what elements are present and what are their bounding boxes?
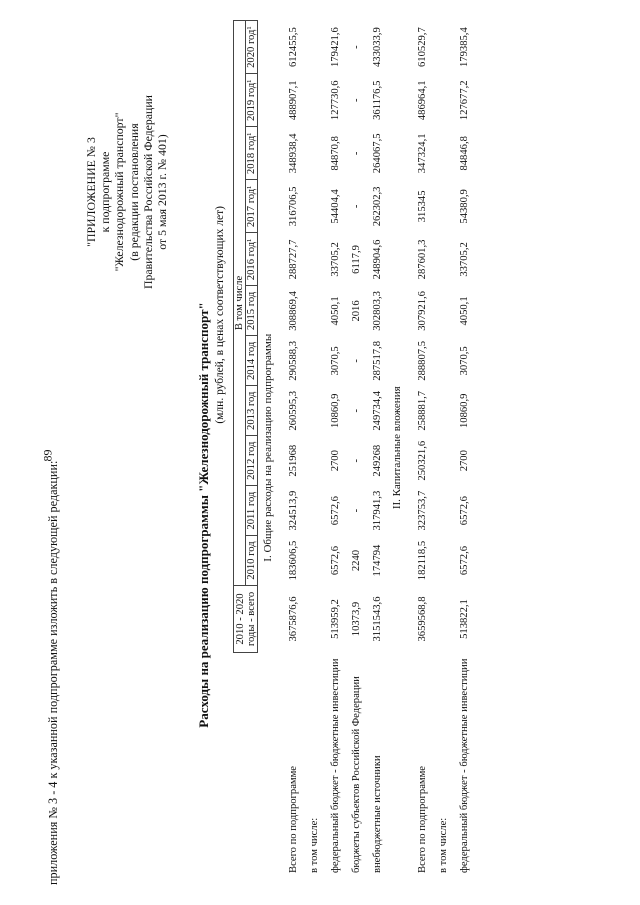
appendix-line: от 5 мая 2013 г. № 401) [155,134,170,250]
intro-text: приложения № 3 - 4 к указанной подпрограмме изложить в следующей редакции: [46,460,60,885]
section-title: II. Капитальные вложения [391,386,403,510]
table-cell: 2016 [351,300,362,322]
row-label: Всего по подпрограмме [417,765,428,873]
table-cell: 316706,5 [288,186,299,227]
table-cell: 33705,2 [459,242,470,277]
table-row [345,21,366,876]
row-label: в том числе: [438,817,449,873]
table-cell: 2700 [459,450,470,472]
table-cell: - [351,45,362,49]
table-cell: 182118,5 [417,540,428,581]
table-cell: 179421,6 [330,27,341,67]
appendix-line: к подпрограмме [98,151,113,233]
table-cell [303,233,324,286]
year-header: 2020 год¹ [246,21,258,74]
table-cell: 262302,3 [372,186,383,227]
table-cell: 288727,7 [288,239,299,280]
table-cell: 249734,4 [372,390,383,431]
table-cell: 6572,6 [459,496,470,526]
table-cell: 486964,1 [417,80,428,121]
expenses-table [233,20,474,875]
table-cell: - [351,458,362,463]
table-cell [432,233,453,286]
table-cell [303,386,324,436]
header-total: 2010 - 2020 годы - всего [234,586,258,653]
table-cell: 6572,6 [330,496,341,526]
table-cell [303,180,324,233]
appendix-line: "Железнодорожный транспорт" [112,112,127,272]
table-cell [303,21,324,74]
table-cell: 488907,1 [288,80,299,121]
table-cell: 610529,7 [417,27,428,67]
table-cell: - [351,151,362,156]
table-cell: 348938,4 [288,133,299,174]
table-cell: 179385,4 [459,27,470,67]
table-cell: 250321,6 [417,440,428,481]
table-cell: 248904,6 [372,239,383,280]
table-cell [432,536,453,586]
units-note: (млн. рублей, в ценах соответствующих лет) [214,206,226,424]
table-cell [303,127,324,180]
table-title: Расходы на реализацию подпрограммы "Железнодорожный транспорт" [196,302,211,728]
table-cell: 127730,6 [330,80,341,121]
year-header: 2017 год¹ [246,180,258,233]
year-header: 2011 год [246,486,258,536]
table-cell: - [351,409,362,413]
table-cell: 307921,6 [417,291,428,331]
section-row [387,21,411,876]
table-cell: 10860,9 [459,393,470,428]
table-cell: 287517,8 [372,340,383,381]
table-cell [303,74,324,127]
row-label: федеральный бюджет - бюджетные инвестиции [459,658,470,873]
table-cell: 315345 [417,190,428,223]
table-cell [432,286,453,336]
table-row [432,21,453,876]
table-cell [432,486,453,536]
table-row [366,21,387,876]
table-cell [432,127,453,180]
table-cell: - [351,508,362,513]
table-cell: 258881,7 [417,390,428,431]
appendix-line: Правительства Российской Федерации [140,95,155,289]
table-cell: 33705,2 [330,242,341,277]
year-header: 2012 год [246,436,258,486]
table-cell: 290588,3 [288,340,299,381]
table-cell: 264067,5 [372,133,383,174]
table-cell: 2240 [351,549,362,572]
row-label: внебюджетные источники [372,755,383,873]
table-cell: 251968 [288,444,299,477]
page-number: 89 [40,449,55,462]
table-cell: 2700 [330,450,341,472]
table-row [324,21,345,876]
table-cell [303,486,324,536]
table-cell: 249268 [372,444,383,477]
table-cell: 174794 [372,544,383,577]
table-cell [432,386,453,436]
table-cell [432,336,453,386]
year-header: 2019 год¹ [246,74,258,127]
table-cell: 324513,9 [288,490,299,531]
year-header: 2015 год [246,286,258,336]
table-cell: 6572,6 [330,545,341,576]
table-cell: 361176,5 [372,80,383,120]
table-cell: 3070,5 [459,346,470,376]
table-cell: 302803,3 [372,291,383,331]
table-cell: 317941,3 [372,490,383,531]
table-cell [432,436,453,486]
table-cell [303,586,324,653]
table-cell: 3675876,6 [288,596,299,642]
row-label: Всего по подпрограмме [288,765,299,873]
table-cell: 3659568,8 [417,596,428,642]
row-label: в том числе: [309,817,320,873]
table-cell [303,536,324,586]
table-cell: 183606,5 [288,540,299,581]
header-group: В том числе [234,21,246,586]
table-cell [432,586,453,653]
table-body [258,21,475,876]
year-header: 2013 год [246,386,258,436]
header-corner [234,653,258,876]
table-cell: 260595,3 [288,390,299,431]
table-cell: 6117,9 [351,245,362,274]
appendix-line: "ПРИЛОЖЕНИЕ № 3 [84,137,98,247]
table-cell: 10373,9 [351,601,362,637]
table-cell [303,286,324,336]
table-row [453,21,474,876]
table-cell: 4050,1 [330,296,341,326]
table-cell: 433033,9 [372,27,383,67]
table-cell: 288807,5 [417,340,428,381]
row-label: федеральный бюджет - бюджетные инвестиции [330,658,341,873]
table-row [282,21,303,876]
table-cell: 513822,1 [459,599,470,639]
table-cell: 84870,8 [330,136,341,171]
table-cell: - [351,204,362,209]
table-cell [303,436,324,486]
table-cell: - [351,98,362,103]
row-label: бюджеты субъектов Российской Федерации [351,676,362,873]
table-cell: 308869,4 [288,291,299,331]
appendix-header [84,32,169,352]
table-cell: 84846,8 [459,136,470,171]
table-cell [303,336,324,386]
table-cell: 4050,1 [459,296,470,326]
table-cell: 10860,9 [330,393,341,428]
table-cell: 612455,5 [288,27,299,67]
table-cell: 54380,9 [459,189,470,224]
table-cell: 3151543,6 [372,596,383,642]
table-cell: 513959,2 [330,599,341,639]
year-header: 2018 год¹ [246,127,258,180]
year-header: 2010 год [246,536,258,586]
table-cell: 54404,4 [330,189,341,224]
table-row [411,21,432,876]
section-row [258,21,283,876]
table-cell: 323753,7 [417,490,428,531]
year-header: 2016 год¹ [246,233,258,286]
section-title: I. Общие расходы на реализацию подпрограммы [262,333,274,562]
table-row [303,21,324,876]
table-cell: - [351,359,362,363]
table-cell: 127677,2 [459,80,470,121]
table-cell: 3070,5 [330,346,341,376]
table-cell [432,180,453,233]
table-cell [432,74,453,127]
table-cell: 6572,6 [459,545,470,576]
table-cell: 347324,1 [417,133,428,174]
table-cell: 287601,3 [417,239,428,280]
appendix-line: (в редакции постановления [126,123,141,261]
year-header: 2014 год [246,336,258,386]
table-cell [432,21,453,74]
